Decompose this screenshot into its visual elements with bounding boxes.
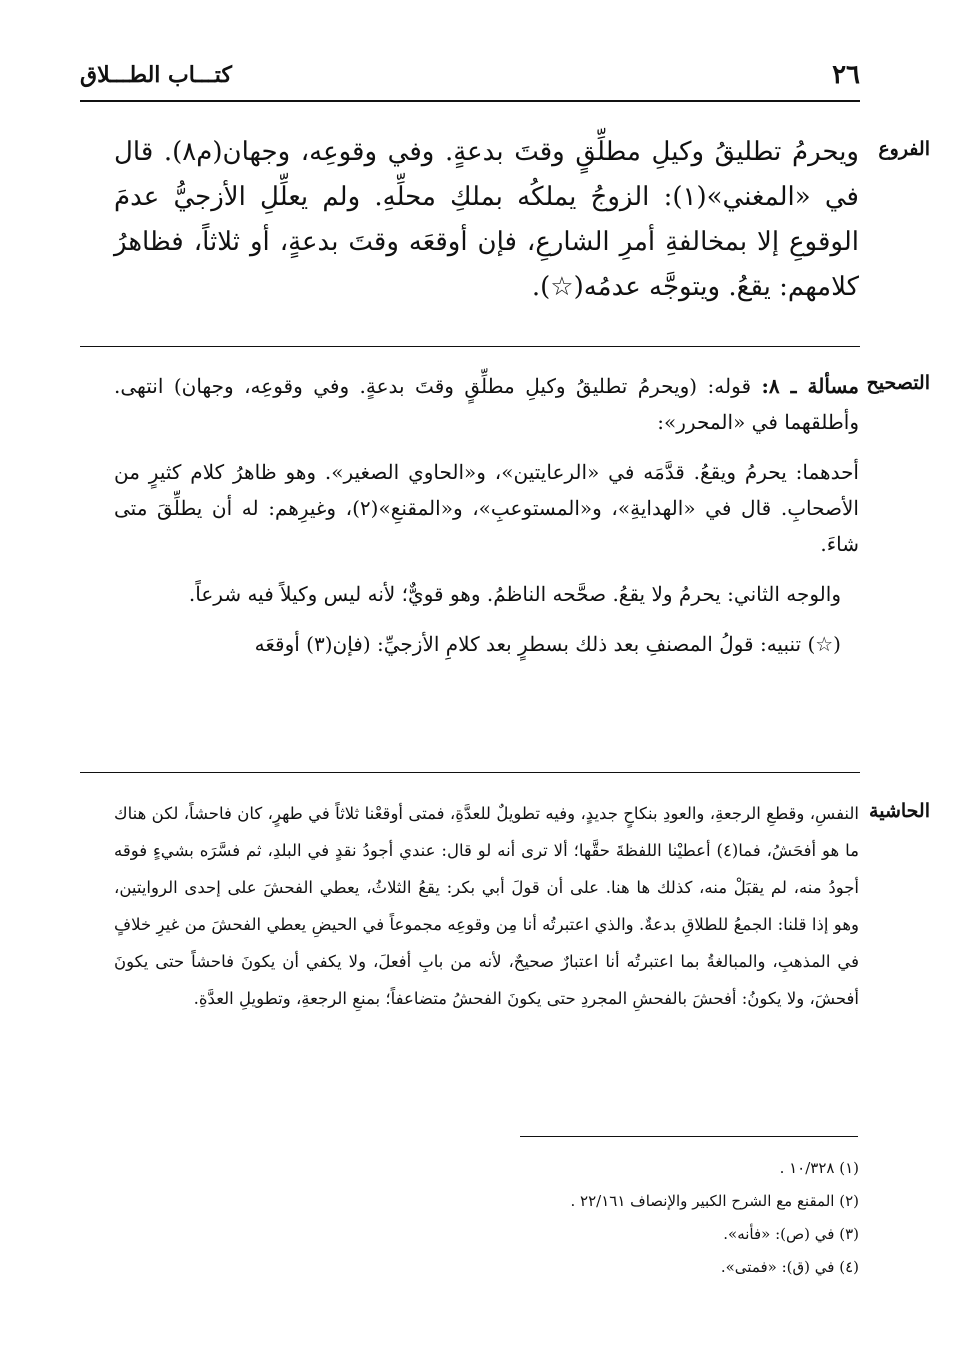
header-rule (80, 100, 860, 102)
label-tashih: التصحيح (866, 372, 930, 394)
tashih-paragraph: (☆) تنبيه: قولُ المصنفِ بعد ذلك بسطرٍ بعد كلامِ الأزجيِّ: (فإن(٣) أوقعَه (254, 632, 841, 656)
label-hashiya: الحاشية (869, 800, 930, 822)
footnote: (٢) المقنع مع الشرح الكبير والإنصاف ٢٢/١٦١ . (570, 1192, 859, 1210)
footnote-rule (520, 1136, 858, 1137)
page-header (80, 60, 860, 98)
page-number: ٢٦ (832, 60, 860, 90)
main-text: ويحرمُ تطليقُ وكيلِ مطلِّقٍ وقتَ بدعةٍ. وفي وقوعِه، وجهان(م٨). قال في «المغني»(١): الزوجُ يملكُه بملكِ محلِّهِ. ولم يعلِّلِ الأزجيُّ عدمَ الوقوعِ إلا بمخالفةِ أمرِ الشارعِ، فإن أوقعَه وقتَ بدعةٍ، أو ثلاثاً، فظاهرُ كلامهم: يقعُ. ويتوجَّه عدمُه(☆). (114, 137, 859, 302)
footnote: (٣) في (ص): «فأنه». (723, 1225, 859, 1243)
footnote: (١) ١٠/٣٢٨ . (779, 1159, 859, 1177)
section-divider (80, 346, 860, 347)
section-divider (80, 772, 860, 773)
footnotes (114, 1152, 859, 1284)
tashih-section (114, 368, 859, 676)
issue-heading: مسألة ـ ٨: (761, 374, 860, 398)
hashiya-text: النفسِ، وقطعِ الرجعةِ، والعودِ بنكاحٍ جديدٍ، وفيه تطويلٌ للعدَّةِ، فمتى أوقعْنا ثلاثاً في طهرٍ، كان فاحشاً، لكن هناك ما هو أفحَشُ، فما(٤) أعطيْنا اللفظةَ حقَّها؛ ألا ترى أنه لو قال: عندي أجودُ نقدٍ في البلدِ، ثم فسَّرَه بشيءٍ فوقه أجودُ منه، لم يقبَلْ منه، كذلك ها هنا. على أن قولَ أبي بكر: يقعُ الثلاثُ، يعطي الفحشَ على إحدى الروايتين، وهو إذا قلنا: الجمعُ للطلاقِ بدعةٌ. والذي اعتبرتُه أنا مِن وقوعِه مجموعاً في الحيضِ يعطي الفحشَ من غيرِ خلافٍ في المذهبِ، والمبالغةُ بما اعتبرتُه أنا اعتبارٌ صحيحٌ، لأنه من بابِ أفعلَ، ولا يكفي أن يكونَ فاحشاً حتى يكونَ أفحشَ، ولا يكونُ: أفحشَ بالفحشِ المجردِ حتى يكونَ الفحشُ متضاعفاً؛ بمنعِ الرجعةِ، وتطويلِ العدَّةِ. (114, 804, 860, 1008)
tashih-paragraph (114, 368, 859, 440)
tashih-paragraph: أحدهما: يحرمُ ويقعُ. قدَّمَه في «الرعايتين»، و«الحاوي الصغير». وهو ظاهرُ كلام كثيرٍ من الأصحابِ. قال في «الهدايةِ»، و«المستوعبِ»، و«المقنعِ»(٢)، وغيرِهم: له أن يطلِّقَ متى شاءَ. (114, 460, 859, 556)
tashih-paragraph: والوجه الثاني: يحرمُ ولا يقعُ. صحَّحه الناظمُ. وهو قويٌّ؛ لأنه ليس وكيلاً فيه شرعاً. (188, 582, 841, 606)
label-furu: الفروع (878, 138, 930, 160)
footnote: (٤) في (ق): «فمتى». (720, 1258, 859, 1276)
running-title: كتـــاب الطـــلاق (80, 62, 232, 88)
tashih-text-1: قوله: (ويحرمُ تطليقُ وكيلِ مطلِّقٍ وقتَ بدعةٍ. وفي وقوعِه، وجهان) انتهى. وأطلقهما في «المحرر»: (114, 374, 859, 434)
